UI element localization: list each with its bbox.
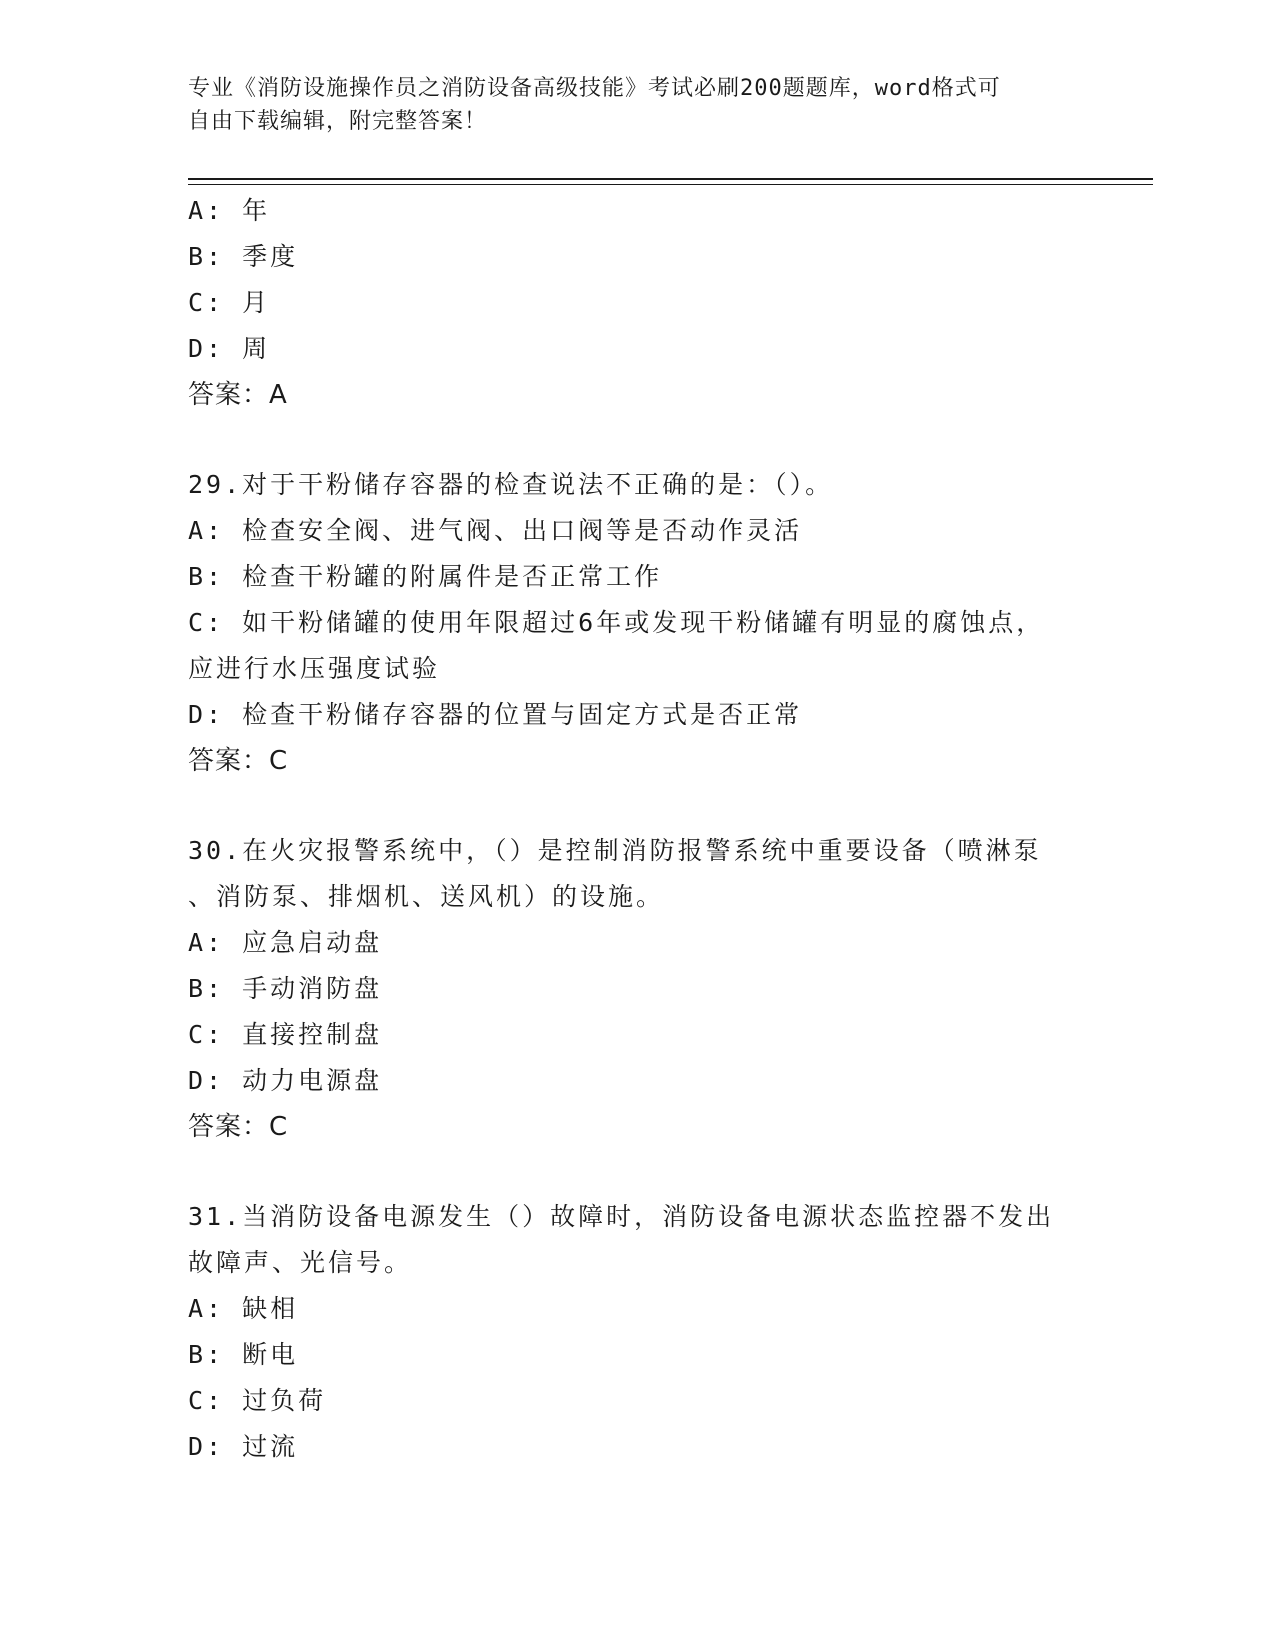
option-c: C: 过负荷 — [188, 1386, 327, 1415]
answer-line: 答案：C — [188, 746, 289, 776]
question-29 — [188, 462, 1088, 784]
option-c-continuation: 应进行水压强度试验 — [188, 654, 441, 683]
option-b: B: 检查干粉罐的附属件是否正常工作 — [188, 562, 663, 591]
spacer — [188, 784, 1088, 828]
question-body — [188, 188, 1088, 1470]
option-c: C: 月 — [188, 288, 271, 317]
option-b: B: 断电 — [188, 1340, 299, 1369]
question-stem-line-1: 30.在火灾报警系统中，（）是控制消防报警系统中重要设备（喷淋泵 — [188, 836, 1042, 865]
option-c: C: 如干粉储罐的使用年限超过6年或发现干粉储罐有明显的腐蚀点， — [188, 608, 1045, 637]
question-stem: 29.对于干粉储存容器的检查说法不正确的是：（）。 — [188, 470, 834, 499]
question-28 — [188, 188, 1088, 418]
option-d: D: 过流 — [188, 1432, 299, 1461]
answer-line: 答案：C — [188, 1112, 289, 1142]
document-header — [188, 72, 1068, 138]
spacer — [188, 1150, 1088, 1194]
option-a: A: 检查安全阀、进气阀、出口阀等是否动作灵活 — [188, 516, 803, 545]
option-d: D: 动力电源盘 — [188, 1066, 383, 1095]
question-stem-line-2: 、消防泵、排烟机、送风机）的设施。 — [188, 882, 665, 911]
header-line-1: 专业《消防设施操作员之消防设备高级技能》考试必刷200题题库，word格式可 — [188, 76, 1001, 101]
question-30 — [188, 828, 1088, 1150]
option-a: A: 应急启动盘 — [188, 928, 383, 957]
question-stem-line-1: 31.当消防设备电源发生（）故障时，消防设备电源状态监控器不发出 — [188, 1202, 1055, 1231]
spacer — [188, 418, 1088, 462]
option-c: C: 直接控制盘 — [188, 1020, 383, 1049]
question-stem-line-2: 故障声、光信号。 — [188, 1248, 413, 1277]
header-line-2: 自由下载编辑，附完整答案！ — [188, 109, 488, 134]
answer-line: 答案：A — [188, 380, 288, 410]
header-rule-thin — [188, 184, 1153, 185]
option-a: A: 年 — [188, 196, 271, 225]
option-d: D: 周 — [188, 334, 271, 363]
header-rule-thick — [188, 178, 1153, 180]
option-d: D: 检查干粉储存容器的位置与固定方式是否正常 — [188, 700, 803, 729]
option-a: A: 缺相 — [188, 1294, 299, 1323]
option-b: B: 手动消防盘 — [188, 974, 383, 1003]
question-31 — [188, 1194, 1088, 1470]
option-b: B: 季度 — [188, 242, 299, 271]
